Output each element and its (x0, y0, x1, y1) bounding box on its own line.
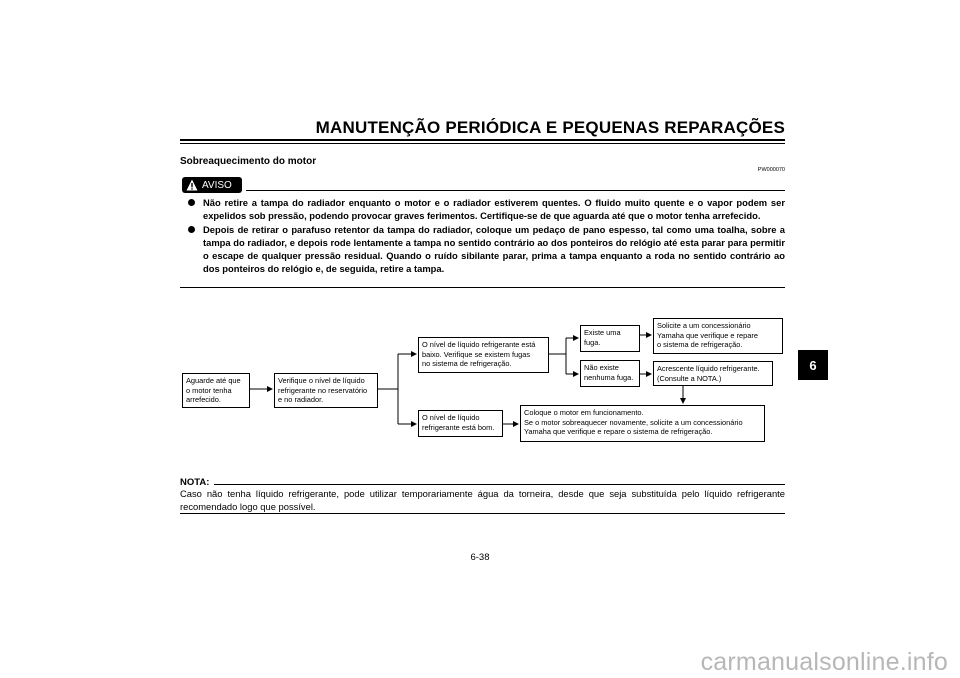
flow-step-level-ok: O nível de líquido refrigerante está bom. (418, 410, 503, 437)
flow-step-level-low: O nível de líquido refrigerante está baixo. Verifique se existem fugas no sistema de refrigeração. (418, 337, 549, 373)
flow-step-add-coolant: Acrescente líquido refrigerante. (Consulte a NOTA.) (653, 361, 773, 386)
warning-item-text: Depois de retirar o parafuso retentor da tampa do radiador, coloque um pedaço de pano espesso, tal como uma toalha, sobre a tampa do radiador, e depois rode lentamente a tampa no sentido contrário ao dos ponteiros do relógio até esta parar para permitir o escape de qualquer pressão residual. Quando o ruído sibilante parar, prima a tampa enquanto a roda no sentido contrário ao dos ponteiros do relógio e, de seguida, retire a tampa. (203, 224, 785, 274)
chapter-tab: 6 (798, 350, 828, 380)
flow-step-start-engine: Coloque o motor em funcionamento. Se o motor sobreaquecer novamente, solicite a um concessionário Yamaha que verifique e repare o sistema de refrigeração. (520, 405, 765, 442)
document-code: PW000070 (757, 167, 785, 173)
page-number: 6-38 (470, 552, 490, 563)
note-label: NOTA: (180, 477, 210, 488)
watermark: carmanualsonline.info (700, 648, 948, 676)
warning-label: AVISO (202, 179, 232, 191)
note-text: Caso não tenha líquido refrigerante, pode utilizar temporariamente água da torneira, desde que seja substituída pelo líquido refrigerante recomendado logo que possível. (180, 488, 785, 512)
note-rule (214, 484, 785, 485)
warning-item-text: Não retire a tampa do radiador enquanto o motor e o radiador estiverem quentes. O fluido muito quente e o vapor podem ser expelidos sob pressão, podendo provocar graves ferimentos. Certifique-se de que aguarda até que o motor tenha arrefecido. (203, 197, 785, 221)
page-title: MANUTENÇÃO PERIÓDICA E PEQUENAS REPARAÇÕES (315, 118, 785, 137)
note-bottom-rule (180, 513, 785, 514)
flow-step-wait: Aguarde até que o motor tenha arrefecido. (182, 373, 250, 408)
flow-step-check-level: Verifique o nível de líquido refrigerante no reservatório e no radiador. (274, 373, 378, 408)
flow-step-no-leak: Não existe nenhuma fuga. (580, 360, 640, 387)
section-heading: Sobreaquecimento do motor (180, 156, 317, 167)
flow-step-dealer-repair: Solicite a um concessionário Yamaha que verifique e repare o sistema de refrigeração. (653, 318, 783, 354)
flow-step-leak: Existe uma fuga. (580, 325, 640, 352)
